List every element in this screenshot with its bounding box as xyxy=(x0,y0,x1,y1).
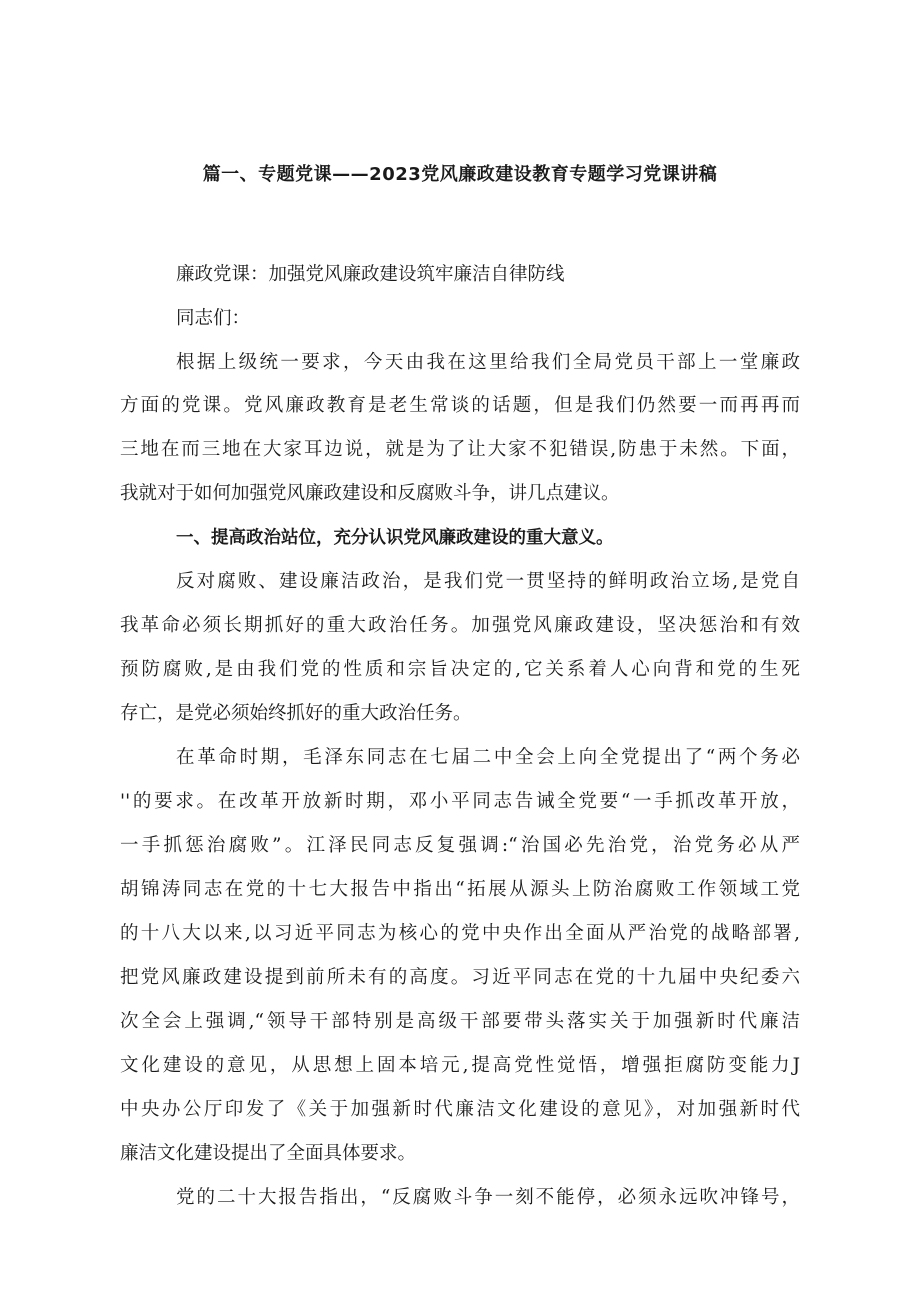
paragraph-line: 党的二十大报告指出，“反腐败斗争一刻不能停，必须永远吹冲锋号， xyxy=(176,1187,800,1208)
paragraph-line: 的十八大以来,以习近平同志为核心的党中央作出全面从严治党的战略部署, xyxy=(120,923,800,944)
paragraph-line: 根据上级统一要求，今天由我在这里给我们全局党员干部上一堂廉政 xyxy=(176,352,800,373)
paragraph-line: 文化建设的意见，从思想上固本培元,提高党性觉悟，增强拒腐防变能力J xyxy=(120,1055,800,1076)
paragraph-line: 我革命必须长期抓好的重大政治任务。加强党风廉政建设，坚决惩治和有效 xyxy=(120,615,800,636)
document-title: 篇一、专题党课——2023党风廉政建设教育专题学习党课讲稿 xyxy=(202,164,718,185)
paragraph-line: 把党风廉政建设提到前所未有的高度。习近平同志在党的十九届中央纪委六 xyxy=(120,967,800,988)
document-subtitle: 廉政党课：加强党风廉政建设筑牢廉洁自律防线 xyxy=(176,264,565,285)
paragraph-line: ''的要求。在改革开放新时期，邓小平同志告诫全党要“一手抓改革开放， xyxy=(120,791,800,812)
paragraph-line: 廉洁文化建设提出了全面具体要求。 xyxy=(120,1143,417,1164)
paragraph-line: 胡锦涛同志在党的十七大报告中指出“拓展从源头上防治腐败工作领域工党 xyxy=(120,879,800,900)
paragraph-line: 中央办公厅印发了《关于加强新时代廉洁文化建设的意见》，对加强新时代 xyxy=(120,1099,800,1120)
paragraph-line: 存亡，是党必须始终抓好的重大政治任务。 xyxy=(120,703,472,724)
paragraph-line: 一手抓惩治腐败”。江泽民同志反复强调:“治国必先治党，治党务必从严 xyxy=(120,835,800,856)
paragraph-line: 次全会上强调,“领导干部特别是高级干部要带头落实关于加强新时代廉洁 xyxy=(120,1011,800,1032)
paragraph-line: 反对腐败、建设廉洁政治，是我们党一贯坚持的鲜明政治立场,是党自 xyxy=(176,571,800,592)
paragraph-line: 预防腐败,是由我们党的性质和宗旨决定的,它关系着人心向背和党的生死 xyxy=(120,659,800,680)
paragraph-line: 在革命时期，毛泽东同志在七届二中全会上向全党提出了“两个务必 xyxy=(176,747,800,768)
salutation: 同志们： xyxy=(176,308,251,329)
paragraph-line: 方面的党课。党风廉政教育是老生常谈的话题，但是我们仍然要一而再再而 xyxy=(120,395,800,416)
paragraph-line: 三地在而三地在大家耳边说，就是为了让大家不犯错误,防患于未然。下面， xyxy=(120,439,800,460)
section-heading: 一、提高政治站位，充分认识党风廉政建设的重大意义。 xyxy=(176,528,614,548)
paragraph-line: 我就对于如何加强党风廉政建设和反腐败斗争，讲几点建议。 xyxy=(120,483,620,504)
